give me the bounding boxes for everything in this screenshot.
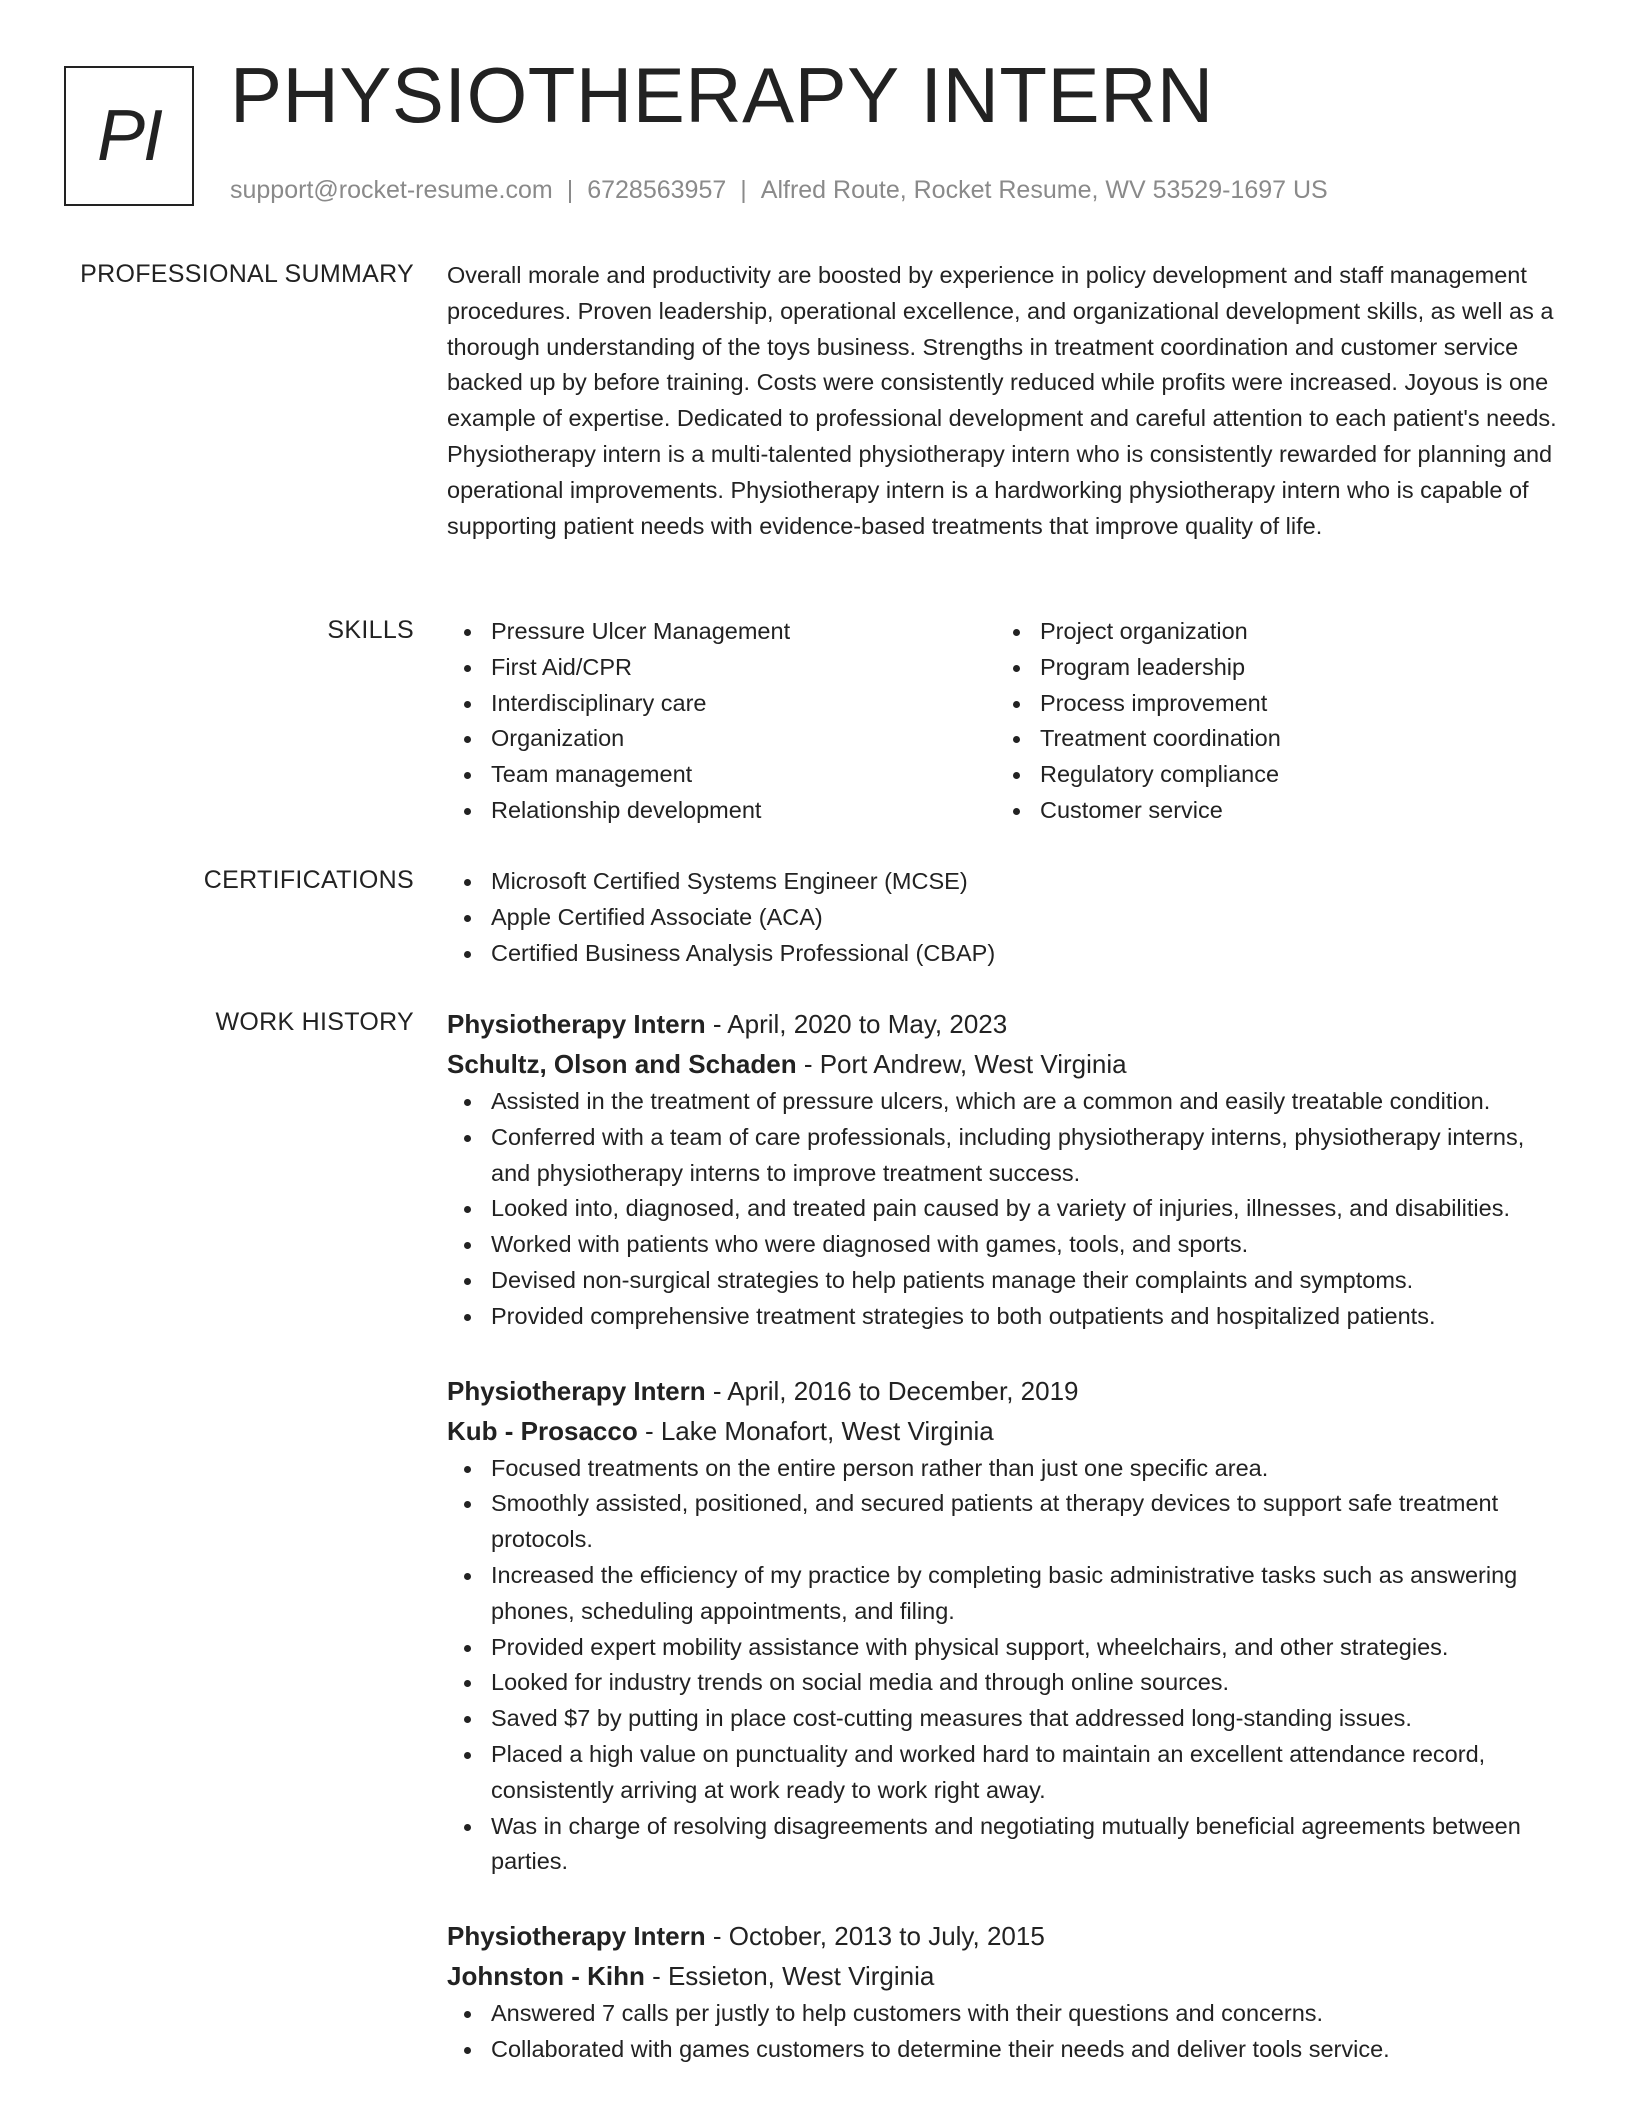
contact-phone[interactable]: 6728563957 — [587, 176, 727, 204]
job-bullet: Provided expert mobility assistance with physical support, wheelchairs, and other strategies. — [491, 1630, 1567, 1666]
skill-item: Interdisciplinary care — [491, 686, 996, 722]
work-history-heading: WORK HISTORY — [215, 1008, 414, 1036]
skill-item: First Aid/CPR — [491, 650, 996, 686]
job-bullet: Looked for industry trends on social media and through online sources. — [491, 1665, 1567, 1701]
job-bullet: Conferred with a team of care professionals, including physiotherapy interns, physiotherapy interns, and physiotherapy interns to improve treatment success. — [491, 1120, 1567, 1192]
skills-list-right — [996, 614, 1545, 829]
job-dates: - April, 2016 to December, 2019 — [705, 1375, 1079, 1406]
job-entry — [447, 1004, 1567, 1335]
certification-item: Apple Certified Associate (ACA) — [491, 900, 1567, 936]
job-role: Physiotherapy Intern — [447, 1921, 706, 1952]
skill-item: Treatment coordination — [1040, 721, 1545, 757]
contact-separator: | — [740, 176, 747, 204]
job-bullet: Was in charge of resolving disagreements and negotiating mutually beneficial agreements between parties. — [491, 1809, 1567, 1881]
job-bullet: Placed a high value on punctuality and worked hard to maintain an excellent attendance record, consistently arriving at work ready to work right away. — [491, 1737, 1567, 1809]
job-bullet: Answered 7 calls per justly to help customers with their questions and concerns. — [491, 1996, 1567, 2032]
job-bullet: Focused treatments on the entire person rather than just one specific area. — [491, 1451, 1567, 1487]
skills-heading: SKILLS — [327, 616, 414, 644]
skill-item: Customer service — [1040, 793, 1545, 829]
job-entry — [447, 1916, 1567, 2068]
job-company-line — [447, 1411, 1567, 1451]
resume-name-title: PHYSIOTHERAPY INTERN — [230, 51, 1214, 139]
skill-item: Project organization — [1040, 614, 1545, 650]
certifications-heading: CERTIFICATIONS — [203, 866, 414, 894]
skill-item: Organization — [491, 721, 996, 757]
job-title-line — [447, 1916, 1567, 1956]
job-location: - Essieton, West Virginia — [644, 1961, 935, 1992]
contact-line — [230, 176, 1328, 205]
job-bullet: Looked into, diagnosed, and treated pain caused by a variety of injuries, illnesses, and disabilities. — [491, 1191, 1567, 1227]
job-location: - Lake Monafort, West Virginia — [637, 1415, 994, 1446]
job-company: Johnston - Kihn — [447, 1961, 645, 1992]
job-company: Schultz, Olson and Schaden — [447, 1049, 797, 1079]
skill-item: Pressure Ulcer Management — [491, 614, 996, 650]
monogram-logo: PI — [64, 66, 194, 206]
skill-item: Team management — [491, 757, 996, 793]
job-bullet: Worked with patients who were diagnosed with games, tools, and sports. — [491, 1227, 1567, 1263]
certifications-body — [447, 864, 1567, 971]
job-title-line — [447, 1371, 1567, 1411]
summary-text: Overall morale and productivity are boosted by experience in policy development and staff management procedures. Proven leadership, operational excellence, and organizational development skills, as well as a thorough understanding of the toys business. Strengths in treatment coordination and customer service backed up by before training. Costs were consistently reduced while profits were increased. Joyous is one example of expertise. Dedicated to professional development and careful attention to each patient's needs. Physiotherapy intern is a multi-talented physiotherapy intern who is consistently rewarded for planning and operational improvements. Physiotherapy intern is a hardworking physiotherapy intern who is capable of supporting patient needs with evidence-based treatments that improve quality of life. — [447, 262, 1557, 539]
summary-heading: PROFESSIONAL SUMMARY — [80, 260, 414, 288]
skill-item: Regulatory compliance — [1040, 757, 1545, 793]
skill-item: Process improvement — [1040, 686, 1545, 722]
job-bullet: Smoothly assisted, positioned, and secured patients at therapy devices to support safe treatment protocols. — [491, 1486, 1567, 1558]
job-role: Physiotherapy Intern — [447, 1375, 706, 1406]
job-bullet: Provided comprehensive treatment strategies to both outpatients and hospitalized patients. — [491, 1299, 1567, 1335]
job-bullet: Assisted in the treatment of pressure ulcers, which are a common and easily treatable condition. — [491, 1084, 1567, 1120]
job-bullet: Increased the efficiency of my practice by completing basic administrative tasks such as answering phones, scheduling appointments, and filing. — [491, 1558, 1567, 1630]
job-dates: - October, 2013 to July, 2015 — [705, 1921, 1045, 1952]
contact-email[interactable]: support@rocket-resume.com — [230, 176, 553, 204]
job-role: Physiotherapy Intern — [447, 1009, 706, 1039]
job-bullet: Devised non-surgical strategies to help patients manage their complaints and symptoms. — [491, 1263, 1567, 1299]
skills-body — [447, 614, 1567, 829]
certification-item: Certified Business Analysis Professional (CBAP) — [491, 936, 1567, 972]
contact-address: Alfred Route, Rocket Resume, WV 53529-1697 US — [760, 176, 1328, 204]
job-dates: - April, 2020 to May, 2023 — [705, 1009, 1008, 1039]
job-bullet-list — [447, 1451, 1567, 1881]
job-bullet-list — [447, 1084, 1567, 1335]
job-company-line — [447, 1044, 1567, 1084]
job-company-line — [447, 1956, 1567, 1996]
job-location: - Port Andrew, West Virginia — [796, 1049, 1127, 1079]
job-entry — [447, 1371, 1567, 1881]
job-bullet-list — [447, 1996, 1567, 2068]
certification-item: Microsoft Certified Systems Engineer (MCSE) — [491, 864, 1567, 900]
skill-item: Program leadership — [1040, 650, 1545, 686]
skills-list-left — [447, 614, 996, 829]
certifications-list — [447, 864, 1567, 971]
job-bullet: Collaborated with games customers to determine their needs and deliver tools service. — [491, 2032, 1567, 2068]
contact-separator: | — [566, 176, 574, 204]
job-title-line — [447, 1004, 1567, 1044]
job-bullet: Saved $7 by putting in place cost-cutting measures that addressed long-standing issues. — [491, 1701, 1567, 1737]
skill-item: Relationship development — [491, 793, 996, 829]
job-company: Kub - Prosacco — [447, 1415, 638, 1446]
work-history-body — [447, 1004, 1567, 2104]
summary-body — [447, 258, 1567, 544]
